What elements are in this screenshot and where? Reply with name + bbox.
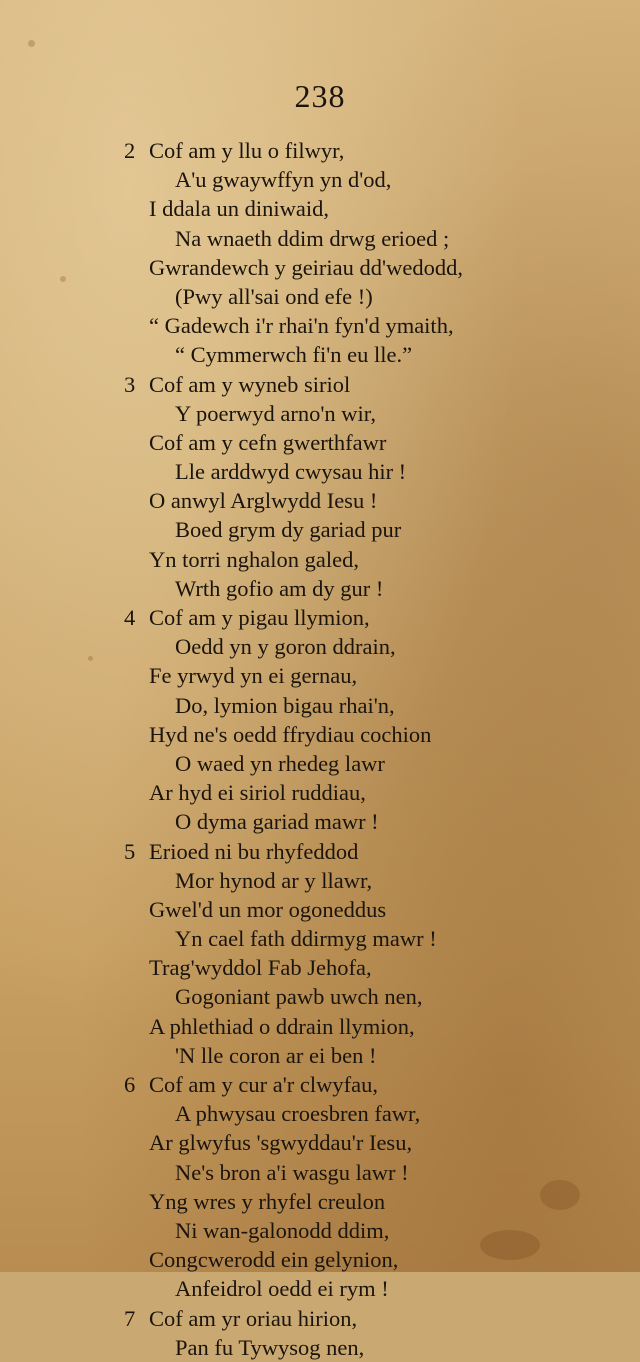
hymn-line (0, 1333, 640, 1362)
verse-number: 7 (124, 1305, 136, 1331)
hymn-line-text: Fe yrwyd yn ei gernau, (149, 663, 358, 689)
hymn-line (0, 194, 640, 223)
hymn-line-text: Na wnaeth ddim drwg erioed ; (175, 225, 450, 251)
hymn-line (0, 837, 640, 866)
hymn-line-text: (Pwy all'sai ond efe !) (175, 283, 373, 309)
hymn-line-text: “ Cymmerwch fi'n eu lle.” (175, 342, 413, 368)
hymn-line-text: Gwrandewch y geiriau dd'wedodd, (149, 254, 463, 280)
hymn-line (0, 515, 640, 544)
foxing-spot (28, 40, 35, 47)
hymn-line-text: Cof am y pigau llymion, (149, 605, 370, 630)
hymn-line (0, 224, 640, 253)
hymn-line (0, 370, 640, 399)
hymn-line (0, 1099, 640, 1128)
hymn-line (0, 632, 640, 661)
hymn-line-text: Cof am y cur a'r clwyfau, (149, 1072, 378, 1097)
hymn-line (0, 1304, 640, 1333)
hymn-line (0, 953, 640, 982)
hymn-line (0, 282, 640, 311)
hymn-line-text: Anfeidrol oedd ei rym ! (175, 1276, 389, 1302)
hymn-line-text: Boed grym dy gariad pur (175, 517, 402, 543)
hymn-line (0, 399, 640, 428)
hymn-line-text: Oedd yn y goron ddrain, (175, 634, 396, 660)
hymn-line (0, 1158, 640, 1187)
hymn-line-text: Gwel'd un mor ogoneddus (149, 896, 387, 922)
hymn-line-text: A'u gwaywffyn yn d'od, (175, 167, 392, 193)
hymn-line (0, 1128, 640, 1157)
hymn-line (0, 661, 640, 690)
hymn-line (0, 486, 640, 515)
hymn-line (0, 574, 640, 603)
hymn-line-text: Do, lymion bigau rhai'n, (175, 692, 395, 718)
hymn-line (0, 340, 640, 369)
hymn-line-text: Hyd ne's oedd ffrydiau cochion (149, 721, 432, 747)
hymn-line-text: Trag'wyddol Fab Jehofa, (149, 955, 372, 981)
hymn-line (0, 895, 640, 924)
hymn-line (0, 165, 640, 194)
hymn-line-text: Cof am yr oriau hirion, (149, 1305, 358, 1331)
hymn-line-text: A phwysau croesbren fawr, (175, 1101, 421, 1127)
hymn-text (0, 136, 640, 1362)
hymn-line-text: Erioed ni bu rhyfeddod (149, 838, 359, 864)
hymn-line (0, 778, 640, 807)
hymn-line (0, 1041, 640, 1070)
hymn-line-text: Ar glwyfus 'sgwyddau'r Iesu, (149, 1130, 413, 1156)
hymn-line-text: Cof am y llu o filwyr, (149, 138, 345, 163)
hymn-line-text: Ni wan-galonodd ddim, (175, 1217, 390, 1243)
hymn-line (0, 311, 640, 340)
hymn-line (0, 428, 640, 457)
hymn-line-text: Gogoniant pawb uwch nen, (175, 984, 423, 1010)
hymn-line-text: “ Gadewch i'r rhai'n fyn'd ymaith, (149, 313, 454, 339)
hymn-line (0, 1245, 640, 1274)
hymn-line (0, 1070, 640, 1099)
hymn-line (0, 603, 640, 632)
hymn-line (0, 1187, 640, 1216)
hymn-line-text: Pan fu Tywysog nen, (175, 1334, 365, 1360)
hymn-line-text: O waed yn rhedeg lawr (175, 750, 385, 776)
hymn-line (0, 720, 640, 749)
hymn-line-text: Wrth gofio am dy gur ! (175, 575, 384, 601)
page-number: 238 (294, 78, 346, 114)
hymn-line (0, 807, 640, 836)
hymn-line (0, 457, 640, 486)
hymn-line-text: Yn cael fath ddirmyg mawr ! (175, 926, 437, 952)
hymn-line (0, 136, 640, 165)
hymn-line-text: Lle arddwyd cwysau hir ! (175, 459, 407, 485)
hymn-line-text: O dyma gariad mawr ! (175, 809, 379, 835)
hymn-line-text: Congcwerodd ein gelynion, (149, 1247, 399, 1273)
hymn-line-text: O anwyl Arglwydd Iesu ! (149, 488, 378, 514)
hymn-line (0, 691, 640, 720)
hymn-line (0, 749, 640, 778)
hymn-line-text: A phlethiad o ddrain llymion, (149, 1013, 415, 1039)
hymn-line-text: Yn torri nghalon galed, (149, 546, 359, 572)
hymn-line (0, 924, 640, 953)
hymn-line-text: 'N lle coron ar ei ben ! (175, 1042, 377, 1068)
hymn-line (0, 982, 640, 1011)
hymn-line-text: Cof am y cefn gwerthfawr (149, 429, 387, 455)
verse-number: 6 (124, 1072, 136, 1097)
hymn-line (0, 1216, 640, 1245)
hymn-line-text: Y poerwyd arno'n wir, (175, 400, 377, 426)
hymn-line (0, 866, 640, 895)
hymn-line (0, 1012, 640, 1041)
hymn-line-text: Ar hyd ei siriol ruddiau, (149, 780, 366, 806)
hymn-line (0, 253, 640, 282)
hymn-line-text: I ddala un diniwaid, (149, 196, 329, 222)
hymn-line-text: Cof am y wyneb siriol (149, 371, 351, 397)
verse-number: 4 (124, 605, 136, 630)
verse-number: 5 (124, 838, 136, 864)
hymn-line-text: Ne's bron a'i wasgu lawr ! (175, 1159, 409, 1185)
hymn-line (0, 545, 640, 574)
verse-number: 2 (124, 138, 136, 163)
hymn-line (0, 1274, 640, 1303)
hymn-line-text: Yng wres y rhyfel creulon (149, 1188, 386, 1214)
hymn-line-text: Mor hynod ar y llawr, (175, 867, 373, 893)
verse-number: 3 (124, 371, 136, 397)
